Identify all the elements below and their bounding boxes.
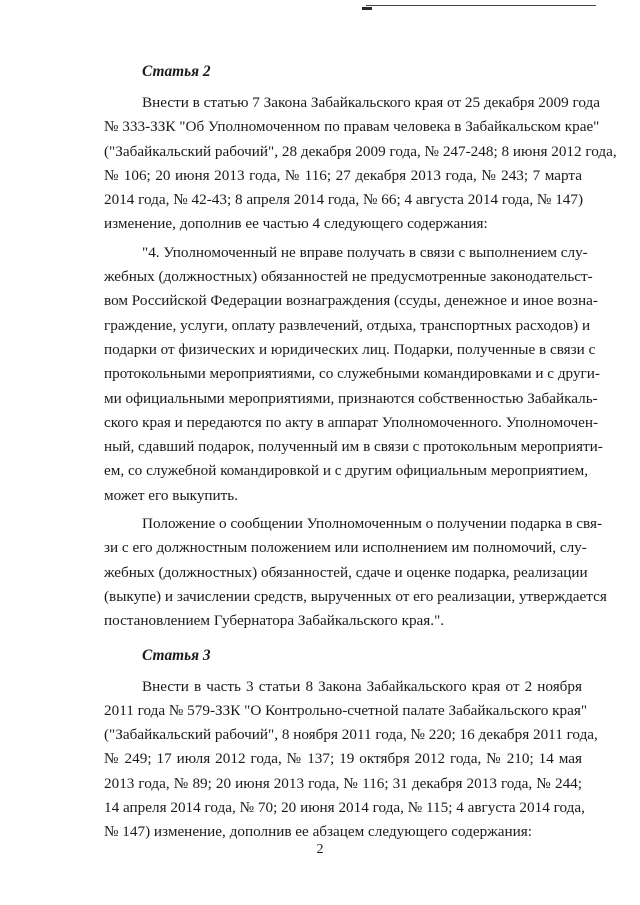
text-line: № 249; 17 июля 2012 года, № 137; 19 октября 2012 года, № 210; 14 мая [104,750,582,768]
text-line: 2011 года № 579-ЗЗК "О Контрольно-счетной палате Забайкальского края" [104,701,588,719]
article-2-paragraph-2 [104,241,603,508]
text-line: может его выкупить. [104,486,239,504]
scan-artifact-mark [362,7,372,10]
text-line: Внести в часть 3 статьи 8 Закона Забайкальского края от 2 ноября [142,677,582,695]
text-line: вом Российской Федерации вознаграждения (ссуды, денежное и иное возна- [104,292,598,310]
text-line: ный, сдавший подарок, полученный им в связи с протокольным мероприяти- [104,438,603,456]
article-3-heading: Статья 3 [142,646,211,664]
text-line: зи с его должностным положением или исполнением им полномочий, слу- [104,539,587,557]
text-line: 14 апреля 2014 года, № 70; 20 июня 2014 года, № 115; 4 августа 2014 года, [104,799,585,817]
text-line: жебных (должностных) обязанностей не предусмотренные законодательст- [104,268,593,286]
text-line: жебных (должностных) обязанностей, сдаче и оценке подарка, реализации [104,563,588,581]
text-line: № 333-ЗЗК "Об Уполномоченном по правам человека в Забайкальском крае" [104,118,600,136]
text-line: подарки от физических и юридических лиц. Подарки, полученные в связи с [104,340,596,358]
page-number: 2 [316,842,324,857]
scan-artifact-line [366,5,596,6]
text-line: ("Забайкальский рабочий", 8 ноября 2011 года, № 220; 16 декабря 2011 года, [104,726,598,744]
article-2-heading: Статья 2 [142,63,211,80]
text-line: ми официальными мероприятиями, признаются собственностью Забайкаль- [104,389,598,407]
text-line: протокольными мероприятиями, со служебными командировками и с други- [104,365,600,383]
article-3-paragraph-1 [104,675,598,845]
text-line: 2014 года, № 42-43; 8 апреля 2014 года, № 66; 4 августа 2014 года, № 147) [104,191,584,209]
text-line: изменение, дополнив ее частью 4 следующего содержания: [104,215,488,233]
text-line: № 147) изменение, дополнив ее абзацем следующего содержания: [104,823,532,841]
text-line: ем, со служебной командировкой и с другим официальным мероприятием, [104,462,588,480]
text-line: 2013 года, № 89; 20 июня 2013 года, № 116; 31 декабря 2013 года, № 244; [104,774,582,792]
text-line: Положение о сообщении Уполномоченным о получении подарка в свя- [142,515,603,533]
text-line: (выкупе) и зачислении средств, вырученных от его реализации, утверждается [104,587,607,605]
text-line: граждение, услуги, оплату развлечений, отдыха, транспортных расходов) и [104,316,591,334]
article-2-paragraph-3 [104,512,607,633]
text-line: Внести в статью 7 Закона Забайкальского края от 25 декабря 2009 года [142,94,600,111]
text-line: "4. Уполномоченный не вправе получать в связи с выполнением слу- [142,243,588,261]
document-body [104,60,617,845]
text-line: ("Забайкальский рабочий", 28 декабря 2009 года, № 247-248; 8 июня 2012 года, [104,142,617,160]
article-2-paragraph-1 [104,91,617,237]
text-line: № 106; 20 июня 2013 года, № 116; 27 декабря 2013 года, № 243; 7 марта [104,166,582,184]
text-line: ского края и передаются по акту в аппарат Уполномоченного. Уполномочен- [104,413,599,431]
text-line: постановлением Губернатора Забайкальского края.". [104,612,445,630]
